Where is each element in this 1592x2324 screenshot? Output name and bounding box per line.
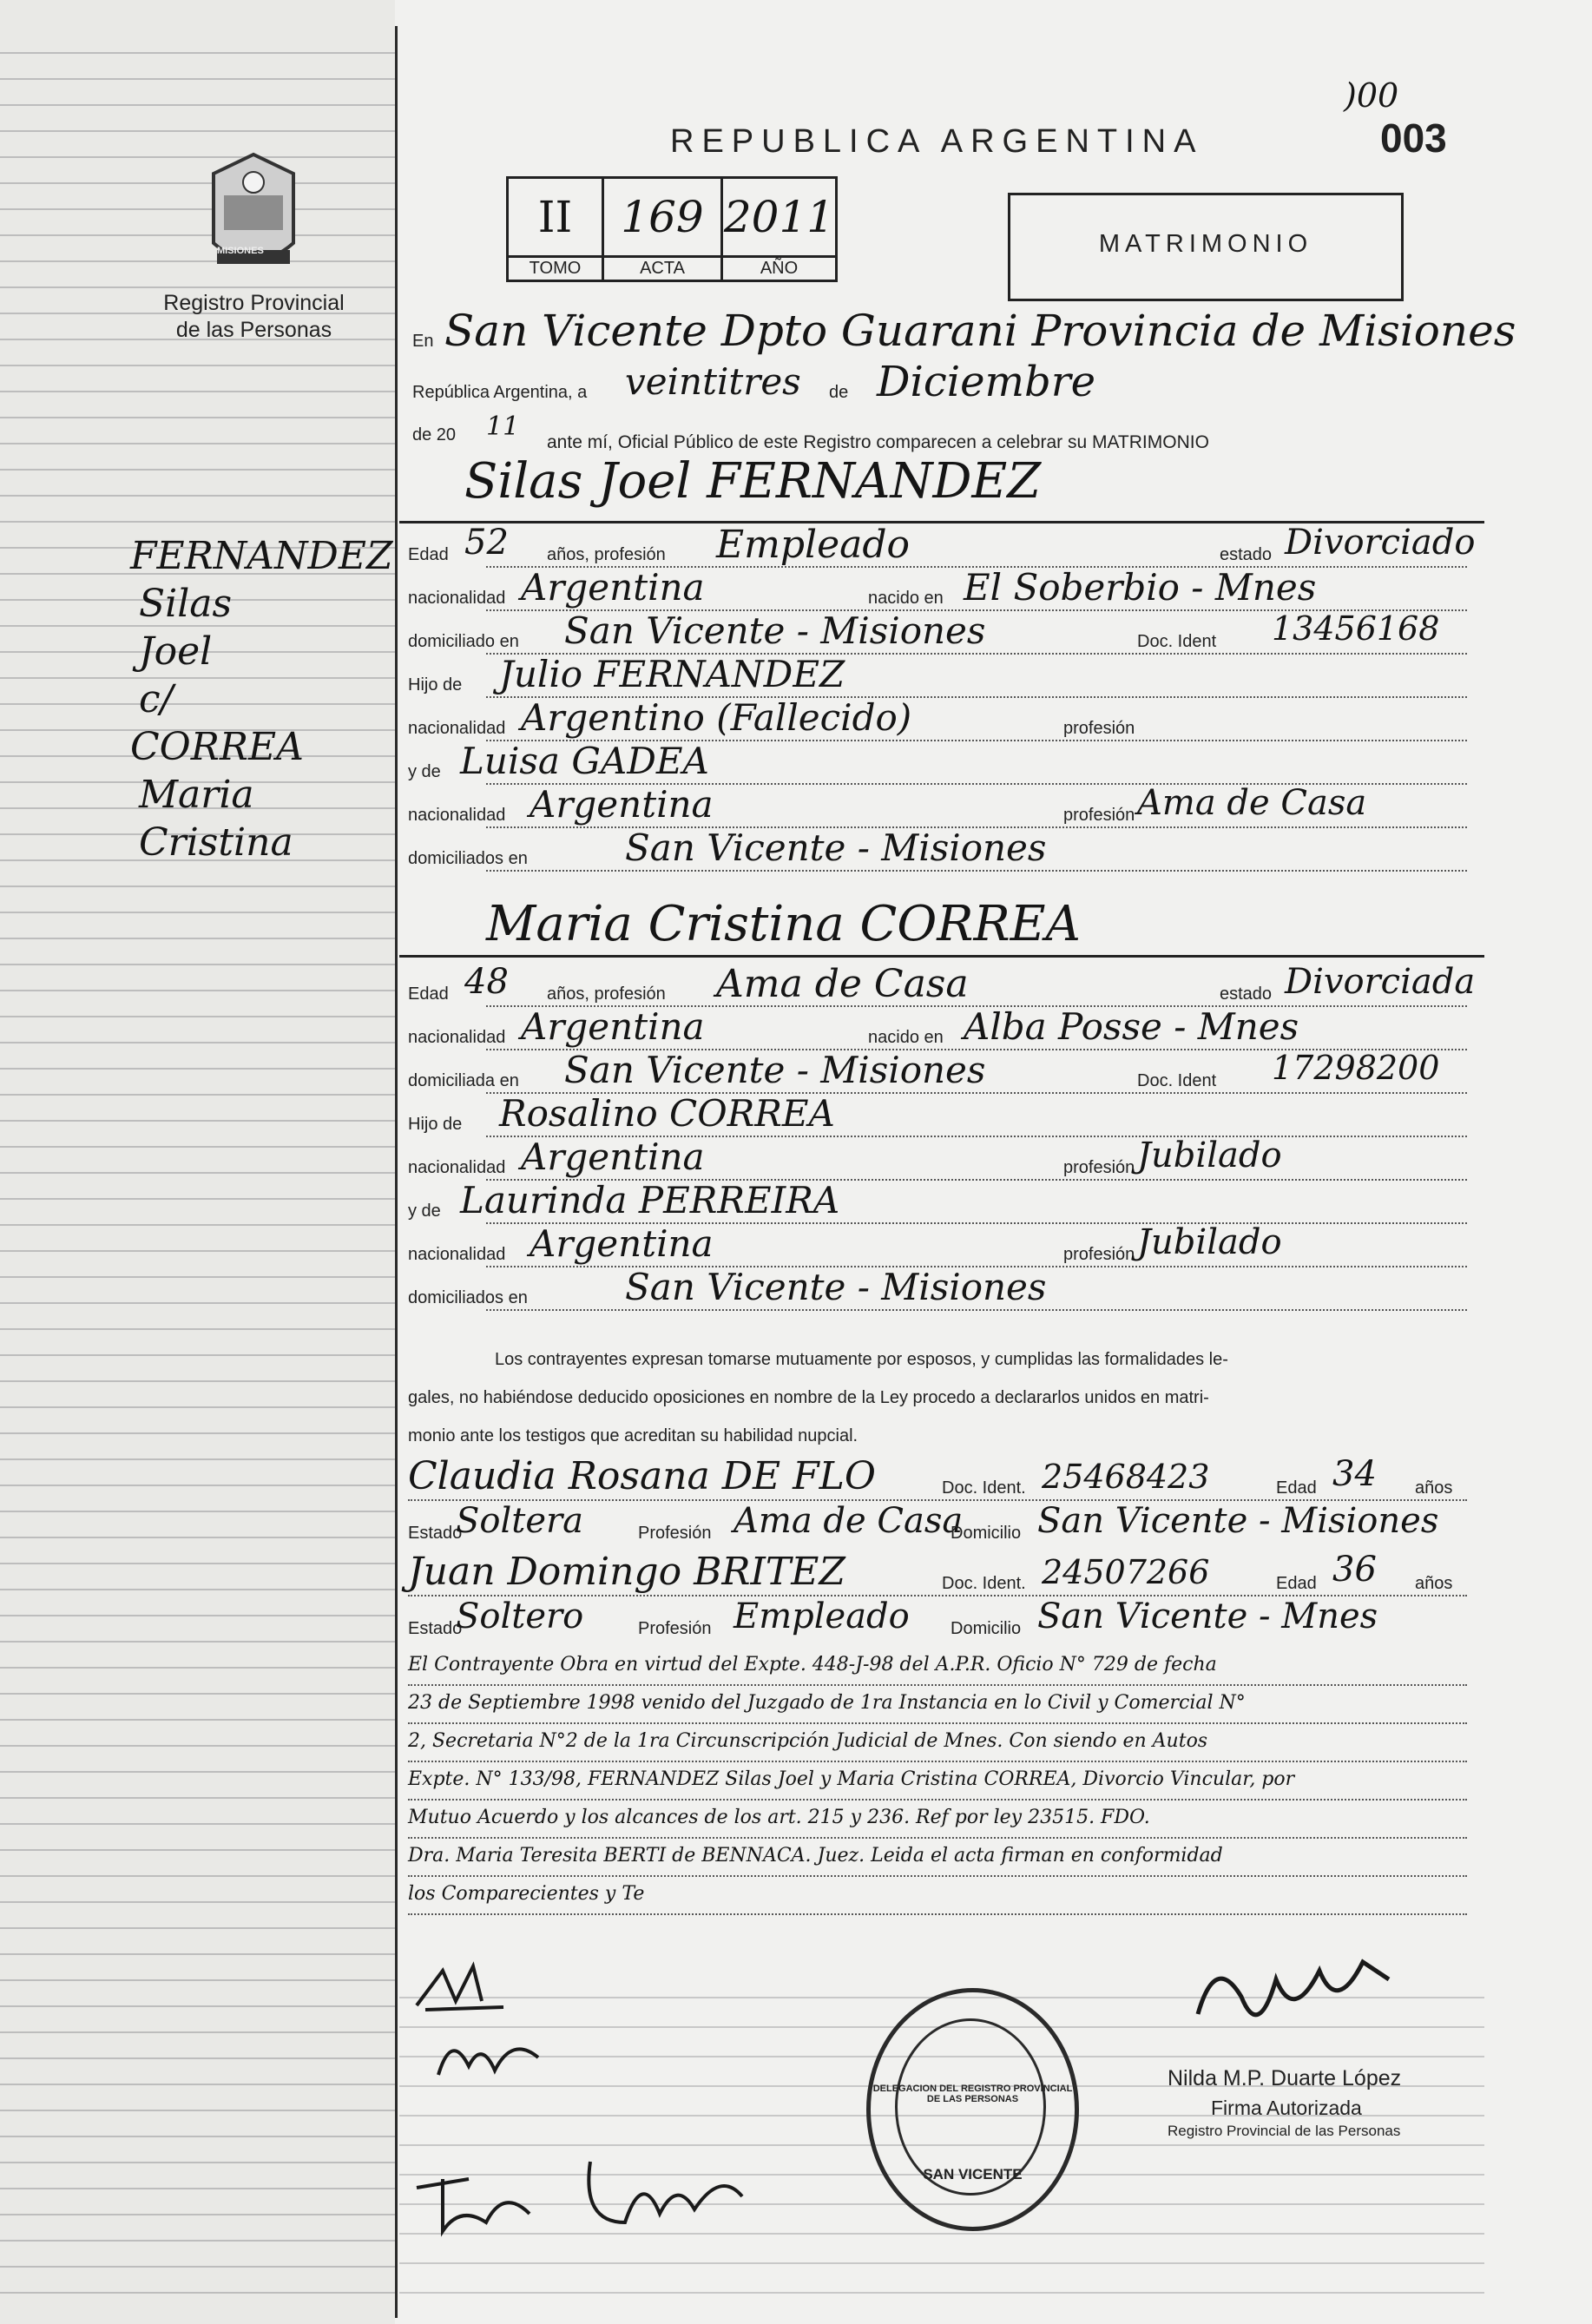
groom-parents-residence: San Vicente - Misiones xyxy=(625,826,1047,869)
bride-hijo-label: Hijo de xyxy=(408,1115,463,1134)
margin-ruled-line xyxy=(0,1406,395,1408)
page-ruled-line xyxy=(399,2233,1484,2235)
margin-ruled-line xyxy=(0,1485,395,1486)
official-title: Firma Autorizada xyxy=(1211,2097,1362,2119)
witness-domicile: San Vicente - Misiones xyxy=(1037,1501,1439,1541)
margin-ruled-line xyxy=(0,2136,395,2137)
margin-ruled-line xyxy=(0,938,395,939)
bride-mother-nationality: Argentina xyxy=(530,1222,714,1265)
margin-ruled-line xyxy=(0,1328,395,1330)
marriage-day: veintitres xyxy=(625,360,801,403)
witness-anos-label: años xyxy=(1415,1478,1453,1498)
groom-doc-label: Doc. Ident xyxy=(1137,632,1217,651)
note-line: Dra. Maria Teresita BERTI de BENNACA. Juez. Leida el acta firman en conformidad xyxy=(408,1845,1223,1866)
witness-age: 36 xyxy=(1332,1550,1377,1590)
note-dotted-line xyxy=(408,1799,1467,1801)
folio-handwritten: )00 xyxy=(1344,76,1399,115)
witness-doc-label: Doc. Ident. xyxy=(942,1574,1026,1593)
margin-ruled-line xyxy=(0,2214,395,2215)
margin-ruled-line xyxy=(0,495,395,497)
margin-ruled-line xyxy=(0,2188,395,2189)
witness-domicilio-label: Domicilio xyxy=(951,1524,1022,1543)
bride-nacionalidad-label: nacionalidad xyxy=(408,1158,506,1177)
groom-estado-label: estado xyxy=(1220,545,1273,564)
witness-profesion-label: Profesión xyxy=(638,1524,712,1543)
note-line: 23 de Septiembre 1998 venido del Juzgado de 1ra Instancia en lo Civil y Comercial N° xyxy=(408,1692,1246,1714)
statement-line: gales, no habiéndose deducido oposiciones en nombre de la Ley procedo a declararlos unidos en matri- xyxy=(408,1388,1209,1407)
document-type: MATRIMONIO xyxy=(1098,230,1313,258)
margin-ruled-line xyxy=(0,1927,395,1929)
margin-ruled-line xyxy=(0,2240,395,2242)
margin-ruled-line xyxy=(0,2266,395,2268)
witness-estado: Soltera xyxy=(456,1501,583,1541)
margin-ruled-line xyxy=(0,469,395,471)
bride-anos-label: años, profesión xyxy=(547,984,666,1004)
country-heading: REPUBLICA ARGENTINA xyxy=(670,123,1204,160)
margin-ruled-line xyxy=(0,1589,395,1590)
bride-edad-label: Edad xyxy=(408,984,449,1004)
margin-ruled-line xyxy=(0,286,395,288)
witness-profession: Empleado xyxy=(734,1597,910,1636)
witness-profesion-label: Profesión xyxy=(638,1619,712,1638)
tomo-label: TOMO xyxy=(509,258,604,280)
de-label: de xyxy=(829,383,849,402)
margin-ruled-line xyxy=(0,1875,395,1877)
margin-ruled-line xyxy=(0,964,395,965)
en-label: En xyxy=(412,332,434,351)
statement-line: monio ante los testigos que acreditan su habilidad nupcial. xyxy=(408,1426,858,1445)
margin-ruled-line xyxy=(0,1094,395,1096)
margin-ruled-line xyxy=(0,1016,395,1017)
margin-ruled-line xyxy=(0,2031,395,2033)
note-line: Expte. N° 133/98, FERNANDEZ Silas Joel y Maria Cristina CORREA, Divorcio Vincular, por xyxy=(408,1768,1295,1790)
groom-nacido-label: nacido en xyxy=(868,589,944,608)
margin-ruled-line xyxy=(0,391,395,392)
groom-father: Julio FERNANDEZ xyxy=(499,653,845,695)
groom-nacionalidad-label: nacionalidad xyxy=(408,719,506,738)
margin-ruled-line xyxy=(0,2057,395,2059)
margin-ruled-line xyxy=(0,2162,395,2163)
margin-ruled-line xyxy=(0,78,395,80)
bride-age: 48 xyxy=(464,962,509,1002)
provincial-seal-icon xyxy=(198,148,309,282)
margin-ruled-line xyxy=(0,1042,395,1043)
document-type-box xyxy=(1008,193,1404,301)
witness-doc-label: Doc. Ident. xyxy=(942,1478,1026,1498)
acta-label: ACTA xyxy=(604,258,723,280)
note-dotted-line xyxy=(408,1837,1467,1839)
groom-name: Silas Joel FERNANDEZ xyxy=(464,453,1042,510)
margin-ruled-line xyxy=(0,1667,395,1669)
groom-age: 52 xyxy=(464,523,509,563)
bride-doc-label: Doc. Ident xyxy=(1137,1071,1217,1090)
witness-dotted-line xyxy=(408,1499,1467,1501)
bride-mother-profession: Jubilado xyxy=(1137,1222,1282,1262)
witness-edad-label: Edad xyxy=(1276,1478,1317,1498)
bride-residence: San Vicente - Misiones xyxy=(564,1049,986,1091)
groom-birthplace: El Soberbio - Mnes xyxy=(964,566,1317,609)
witness-age: 34 xyxy=(1332,1454,1377,1494)
note-dotted-line xyxy=(408,1722,1467,1724)
margin-ruled-line xyxy=(0,1693,395,1695)
margin-ruled-line xyxy=(0,1771,395,1773)
groom-hijo-label: Hijo de xyxy=(408,675,463,695)
margin-annotation-line: Maria xyxy=(139,773,254,817)
signature-mark-3 xyxy=(408,2153,556,2248)
margin-ruled-line xyxy=(0,1146,395,1148)
bride-section-separator xyxy=(399,955,1484,958)
margin-ruled-line xyxy=(0,1432,395,1434)
bride-nacionalidad-label: nacionalidad xyxy=(408,1245,506,1264)
note-dotted-line xyxy=(408,1761,1467,1762)
margin-ruled-line xyxy=(0,1641,395,1643)
margin-ruled-line xyxy=(0,885,395,887)
witness-domicilio-label: Domicilio xyxy=(951,1619,1022,1638)
official-office: Registro Provincial de las Personas xyxy=(1168,2123,1401,2139)
witness-doc-number: 24507266 xyxy=(1042,1553,1210,1591)
bride-profesion-label: profesión xyxy=(1063,1245,1135,1264)
margin-ruled-line xyxy=(0,2292,395,2294)
witness-name: Juan Domingo BRITEZ xyxy=(408,1550,845,1594)
bride-doc-number: 17298200 xyxy=(1272,1049,1440,1087)
statement-line: Los contrayentes expresan tomarse mutuamente por esposos, y cumplidas las formalidades le- xyxy=(495,1350,1228,1369)
groom-domiciliado-label: domiciliado en xyxy=(408,632,519,651)
republica-label: República Argentina, a xyxy=(412,383,588,402)
page-ruled-line xyxy=(399,2292,1484,2294)
margin-annotation-line: c/ xyxy=(139,677,174,721)
groom-anos-label: años, profesión xyxy=(547,545,666,564)
bride-nationality: Argentina xyxy=(521,1005,705,1048)
bride-profesion-label: profesión xyxy=(1063,1158,1135,1177)
bride-yde-label: y de xyxy=(408,1202,441,1221)
margin-ruled-line xyxy=(0,1458,395,1460)
witness-profession: Ama de Casa xyxy=(734,1501,964,1541)
marriage-month: Diciembre xyxy=(877,358,1096,406)
bride-father-nationality: Argentina xyxy=(521,1136,705,1178)
margin-ruled-line xyxy=(0,1537,395,1538)
groom-doc-number: 13456168 xyxy=(1272,609,1440,648)
witness-doc-number: 25468423 xyxy=(1042,1458,1210,1496)
margin-ruled-line xyxy=(0,1849,395,1851)
registry-stamp xyxy=(866,1988,1079,2231)
margin-ruled-line xyxy=(0,52,395,54)
bride-nacionalidad-label: nacionalidad xyxy=(408,1028,506,1047)
stamp-ring-text: DELEGACION DEL REGISTRO PROVINCIAL DE LAS PERSONAS xyxy=(872,2084,1073,2104)
margin-ruled-line xyxy=(0,365,395,366)
groom-profesion-label: profesión xyxy=(1063,719,1135,738)
margin-ruled-line xyxy=(0,1120,395,1122)
witness-dotted-line xyxy=(408,1595,1467,1597)
bride-parents-residence: San Vicente - Misiones xyxy=(625,1266,1047,1308)
margin-annotation-line: Joel xyxy=(139,629,213,674)
groom-mother-profession: Ama de Casa xyxy=(1137,783,1367,823)
witness-edad-label: Edad xyxy=(1276,1574,1317,1593)
groom-civil-status: Divorciado xyxy=(1285,523,1476,563)
note-line: Mutuo Acuerdo y los alcances de los art. 215 y 236. Ref por ley 23515. FDO. xyxy=(408,1807,1150,1828)
note-line: los Comparecientes y Te xyxy=(408,1883,645,1905)
margin-ruled-line xyxy=(0,1511,395,1512)
margin-annotation-line: Cristina xyxy=(139,820,293,865)
signature-mark-1 xyxy=(408,1953,530,2023)
stamp-city: SAN VICENTE xyxy=(923,2166,1023,2182)
margin-ruled-line xyxy=(0,521,395,523)
margin-ruled-line xyxy=(0,1302,395,1304)
witness-estado-label: Estado xyxy=(408,1619,463,1638)
margin-ruled-line xyxy=(0,1719,395,1721)
witness-domicile: San Vicente - Mnes xyxy=(1037,1597,1378,1636)
margin-ruled-line xyxy=(0,1198,395,1200)
groom-father-nationality: Argentino (Fallecido) xyxy=(521,696,912,739)
place-of-marriage: San Vicente Dpto Guarani Provincia de Misiones xyxy=(444,306,1516,356)
signature-mark-4 xyxy=(573,2144,755,2240)
bride-profession: Ama de Casa xyxy=(716,962,969,1006)
official-signature xyxy=(1181,1945,1406,2057)
margin-ruled-line xyxy=(0,2110,395,2111)
anio-value: 2011 xyxy=(723,192,835,242)
groom-profesion-label: profesión xyxy=(1063,806,1135,825)
margin-ruled-line xyxy=(0,1250,395,1252)
groom-mother: Luisa GADEA xyxy=(460,740,709,782)
tomo-acta-anio-box xyxy=(506,176,838,282)
margin-ruled-line xyxy=(0,1380,395,1382)
margin-ruled-line xyxy=(0,1354,395,1356)
groom-domiciliados-label: domiciliados en xyxy=(408,849,528,868)
margin-ruled-line xyxy=(0,1901,395,1903)
margin-ruled-line xyxy=(0,1068,395,1070)
margin-ruled-line xyxy=(0,443,395,444)
margin-ruled-line xyxy=(0,677,395,679)
note-dotted-line xyxy=(408,1684,1467,1686)
groom-nationality: Argentina xyxy=(521,566,705,609)
margin-ruled-line xyxy=(0,1276,395,1278)
note-line: El Contrayente Obra en virtud del Expte. 448-J-98 del A.P.R. Oficio N° 729 de fecha xyxy=(408,1654,1217,1676)
witness-estado: Soltero xyxy=(456,1597,584,1636)
bride-mother: Laurinda PERREIRA xyxy=(460,1179,840,1221)
bride-domiciliado-label: domiciliada en xyxy=(408,1071,519,1090)
margin-ruled-line xyxy=(0,1797,395,1799)
bride-birthplace: Alba Posse - Mnes xyxy=(964,1005,1299,1048)
official-name: Nilda M.P. Duarte López xyxy=(1168,2066,1402,2090)
groom-mother-nationality: Argentina xyxy=(530,783,714,826)
bride-father: Rosalino CORREA xyxy=(499,1092,835,1135)
acta-value: 169 xyxy=(604,179,723,255)
page-ruled-line xyxy=(399,2262,1484,2264)
witness-estado-label: Estado xyxy=(408,1524,463,1543)
groom-edad-label: Edad xyxy=(408,545,449,564)
bride-domiciliados-label: domiciliados en xyxy=(408,1288,528,1307)
margin-ruled-line xyxy=(0,2084,395,2085)
groom-yde-label: y de xyxy=(408,762,441,781)
witness-anos-label: años xyxy=(1415,1574,1453,1593)
note-dotted-line xyxy=(408,1913,1467,1915)
margin-ruled-line xyxy=(0,1615,395,1616)
registry-name-line1: Registro Provincial xyxy=(163,291,345,315)
registry-name-line2: de las Personas xyxy=(175,318,332,342)
groom-nacionalidad-label: nacionalidad xyxy=(408,806,506,825)
margin-annotation-line: Silas xyxy=(139,582,233,626)
left-margin-column xyxy=(0,0,395,2324)
groom-profession: Empleado xyxy=(716,523,911,567)
margin-ruled-line xyxy=(0,1953,395,1955)
appearance-text: ante mí, Oficial Público de este Registro comparecen a celebrar su MATRIMONIO xyxy=(547,432,1209,452)
margin-divider-line xyxy=(395,26,398,2318)
anio-label: AÑO xyxy=(760,259,799,278)
margin-annotation-line: FERNANDEZ xyxy=(130,534,393,578)
bride-father-profession: Jubilado xyxy=(1137,1136,1282,1175)
note-dotted-line xyxy=(408,1875,1467,1877)
margin-ruled-line xyxy=(0,703,395,705)
signature-mark-2 xyxy=(425,2023,573,2092)
margin-ruled-line xyxy=(0,1172,395,1174)
margin-ruled-line xyxy=(0,1823,395,1825)
margin-ruled-line xyxy=(0,990,395,991)
margin-ruled-line xyxy=(0,1563,395,1564)
note-line: 2, Secretaria N°2 de la 1ra Circunscripción Judicial de Mnes. Con siendo en Autos xyxy=(408,1730,1208,1752)
margin-ruled-line xyxy=(0,1745,395,1747)
seal-text: MISIONES xyxy=(217,246,264,256)
groom-dotted-line xyxy=(486,870,1467,872)
bride-civil-status: Divorciada xyxy=(1285,962,1476,1002)
margin-ruled-line xyxy=(0,1979,395,1981)
folio-number: 003 xyxy=(1380,115,1447,161)
margin-ruled-line xyxy=(0,912,395,913)
witness-name: Claudia Rosana DE FLO xyxy=(408,1454,876,1498)
margin-ruled-line xyxy=(0,130,395,132)
margin-ruled-line xyxy=(0,104,395,106)
bride-estado-label: estado xyxy=(1220,984,1273,1004)
margin-ruled-line xyxy=(0,2005,395,2007)
groom-residence: San Vicente - Misiones xyxy=(564,609,986,652)
tomo-value: II xyxy=(509,179,604,255)
groom-nacionalidad-label: nacionalidad xyxy=(408,589,506,608)
bride-nacido-label: nacido en xyxy=(868,1028,944,1047)
bride-dotted-line xyxy=(486,1309,1467,1311)
marriage-year: 11 xyxy=(486,411,520,442)
margin-annotation-line: CORREA xyxy=(130,725,304,769)
year-label: de 20 xyxy=(412,425,457,444)
margin-ruled-line xyxy=(0,1224,395,1226)
margin-ruled-line xyxy=(0,417,395,418)
bride-name: Maria Cristina CORREA xyxy=(486,896,1081,952)
